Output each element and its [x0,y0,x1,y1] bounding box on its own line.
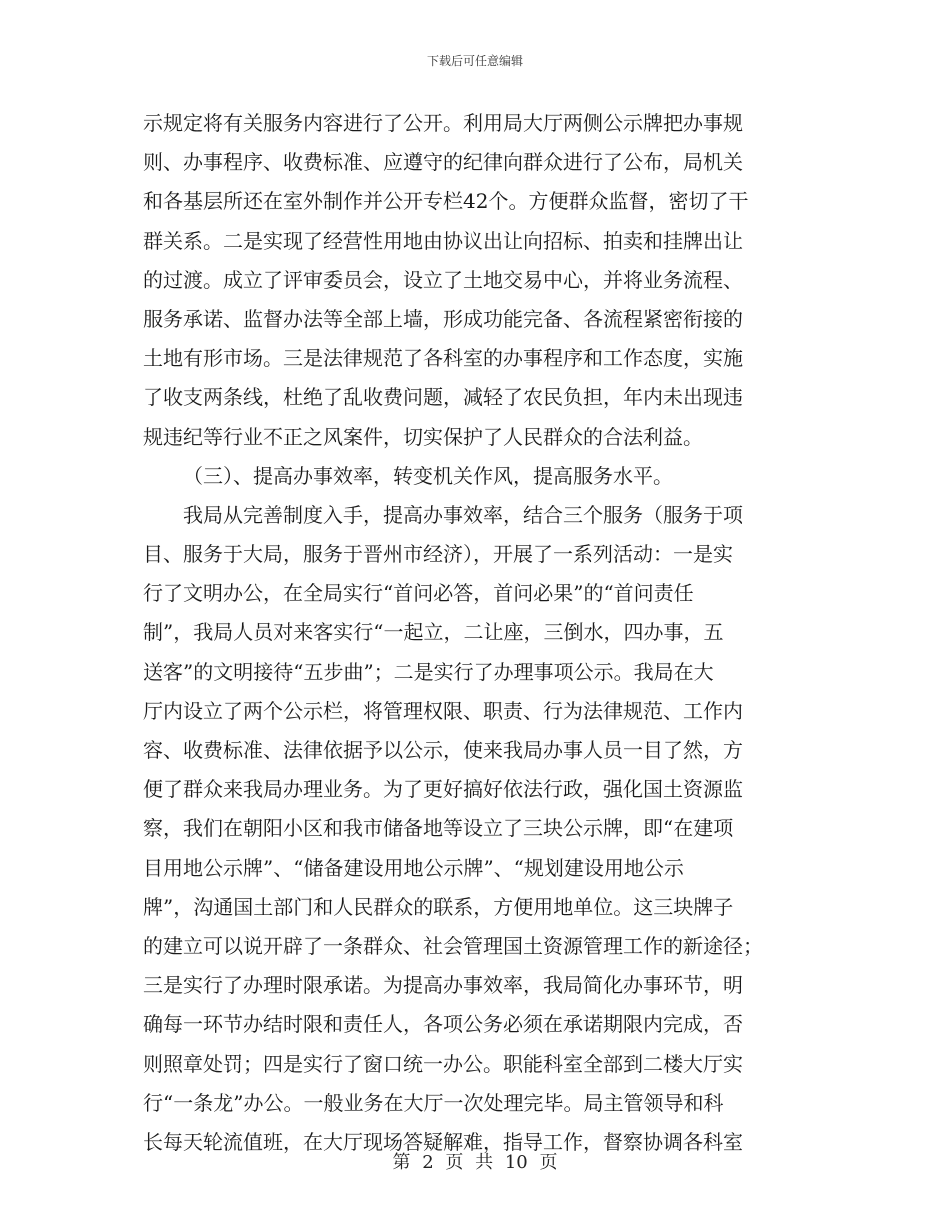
paragraph-start: 我局从完善制度入手，提高办事效率，结合三个服务（服务于项 [183,502,743,527]
text-line: 厅内设立了两个公示栏，将管理权限、职责、行为法律规范、工作内 [143,698,743,723]
text-line: 目、服务于大局，服务于晋州市经济），开展了一系列活动：一是实 [143,542,733,567]
text-line: 规违纪等行业不正之风案件，切实保护了人民群众的合法利益。 [143,424,703,449]
section-heading: （三）、提高办事效率，转变机关作风，提高服务水平。 [183,463,673,488]
text-line: 的建立可以说开辟了一条群众、社会管理国土资源管理工作的新途径； [143,933,763,958]
text-line: 则照章处罚；四是实行了窗口统一办公。职能科室全部到二楼大厅实 [143,1051,743,1076]
text-line: 和各基层所还在室外制作并公开专栏42个。方便群众监督，密切了干 [143,189,749,214]
text-line: 行了文明办公，在全局实行“首问必答，首问必果”的“首问责任 [143,581,694,606]
text-line: 确每一环节办结时限和责任人，各项公务必须在承诺期限内完成，否 [143,1012,743,1037]
text-line: 牌”，沟通国土部门和人民群众的联系，方便用地单位。这三块牌子 [143,894,734,919]
text-line: 容、收费标准、法律依据予以公示，使来我局办事人员一目了然，方 [143,738,743,762]
text-line: 土地有形市场。三是法律规范了各科室的办事程序和工作态度，实施 [143,346,743,371]
text-line: 的过渡。成立了评审委员会，设立了土地交易中心，并将业务流程、 [143,267,743,292]
text-line: 三是实行了办理时限承诺。为提高办事效率，我局简化办事环节，明 [143,973,743,998]
text-line: 送客”的文明接待“五步曲”；二是实行了办理事项公示。我局在大 [143,659,714,684]
text-line: 服务承诺、监督办法等全部上墙，形成功能完备、各流程紧密衔接的 [143,306,743,331]
document-body [143,104,803,1162]
text-line: 则、办事程序、收费标准、应遵守的纪律向群众进行了公布，局机关 [143,150,743,175]
page-number: 第 2 页 共 10 页 [392,1152,558,1173]
text-line: 群关系。二是实现了经营性用地由协议出让向招标、拍卖和挂牌出让 [143,228,743,253]
page-header: 下载后可任意编辑 [426,54,523,68]
text-line: 长每天轮流值班，在大厅现场答疑解难，指导工作，督察协调各科室 [143,1129,743,1154]
text-line: 制”，我局人员对来客实行“一起立，二让座，三倒水，四办事，五 [143,620,724,645]
text-line: 行“一条龙”办公。一般业务在大厅一次处理完毕。局主管领导和科 [143,1090,724,1115]
text-line: 便了群众来我局办理业务。为了更好搞好依法行政，强化国土资源监 [143,777,743,802]
text-line: 了收支两条线，杜绝了乱收费问题，减轻了农民负担，年内未出现违 [143,385,743,410]
text-line: 目用地公示牌”、“储备建设用地公示牌”、“规划建设用地公示 [143,855,684,880]
text-line: 察，我们在朝阳小区和我市储备地等设立了三块公示牌，即“在建项 [143,816,734,841]
text-line: 示规定将有关服务内容进行了公开。利用局大厅两侧公示牌把办事规 [143,111,743,135]
